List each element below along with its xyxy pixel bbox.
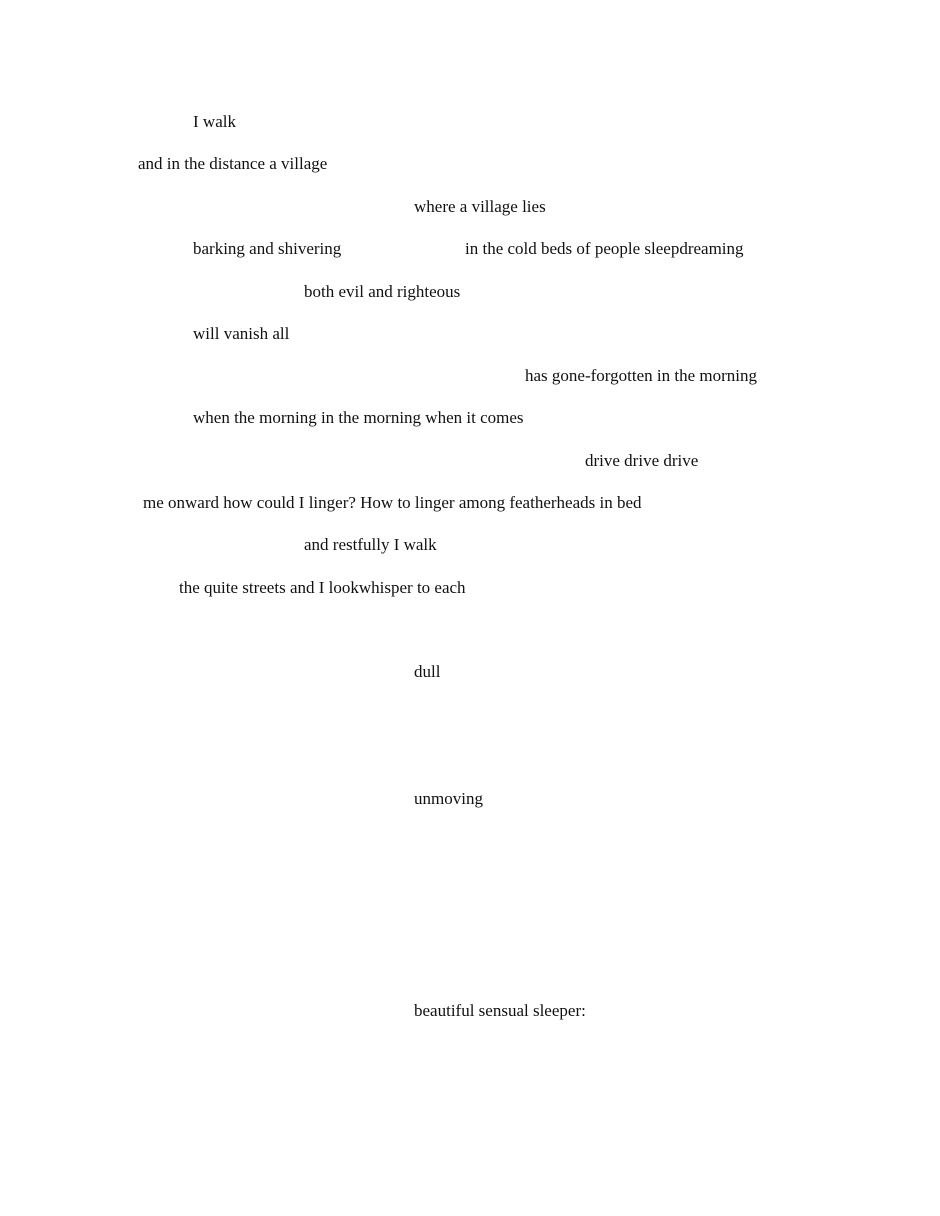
poem-line: drive drive drive [585,451,699,470]
poem-line: me onward how could I linger? How to linger among featherheads in bed [143,493,642,512]
poem-line: and restfully I walk [304,535,437,554]
poem-line: both evil and righteous [304,282,461,301]
poem-line: barking and shivering [193,239,342,258]
poem-line: beautiful sensual sleeper: [414,1001,586,1020]
poem-line: has gone-forgotten in the morning [525,366,757,385]
poem-line: will vanish all [193,324,290,343]
poem-line: dull [414,662,441,681]
poem-line: in the cold beds of people sleepdreaming [465,239,744,258]
poem-line: the quite streets and I lookwhisper to each [179,578,466,597]
poem-line: and in the distance a village [138,154,328,173]
poem-line: unmoving [414,789,483,808]
poem-line: when the morning in the morning when it comes [193,408,524,427]
poem-line: where a village lies [414,197,546,216]
poem-line: I walk [193,112,236,131]
